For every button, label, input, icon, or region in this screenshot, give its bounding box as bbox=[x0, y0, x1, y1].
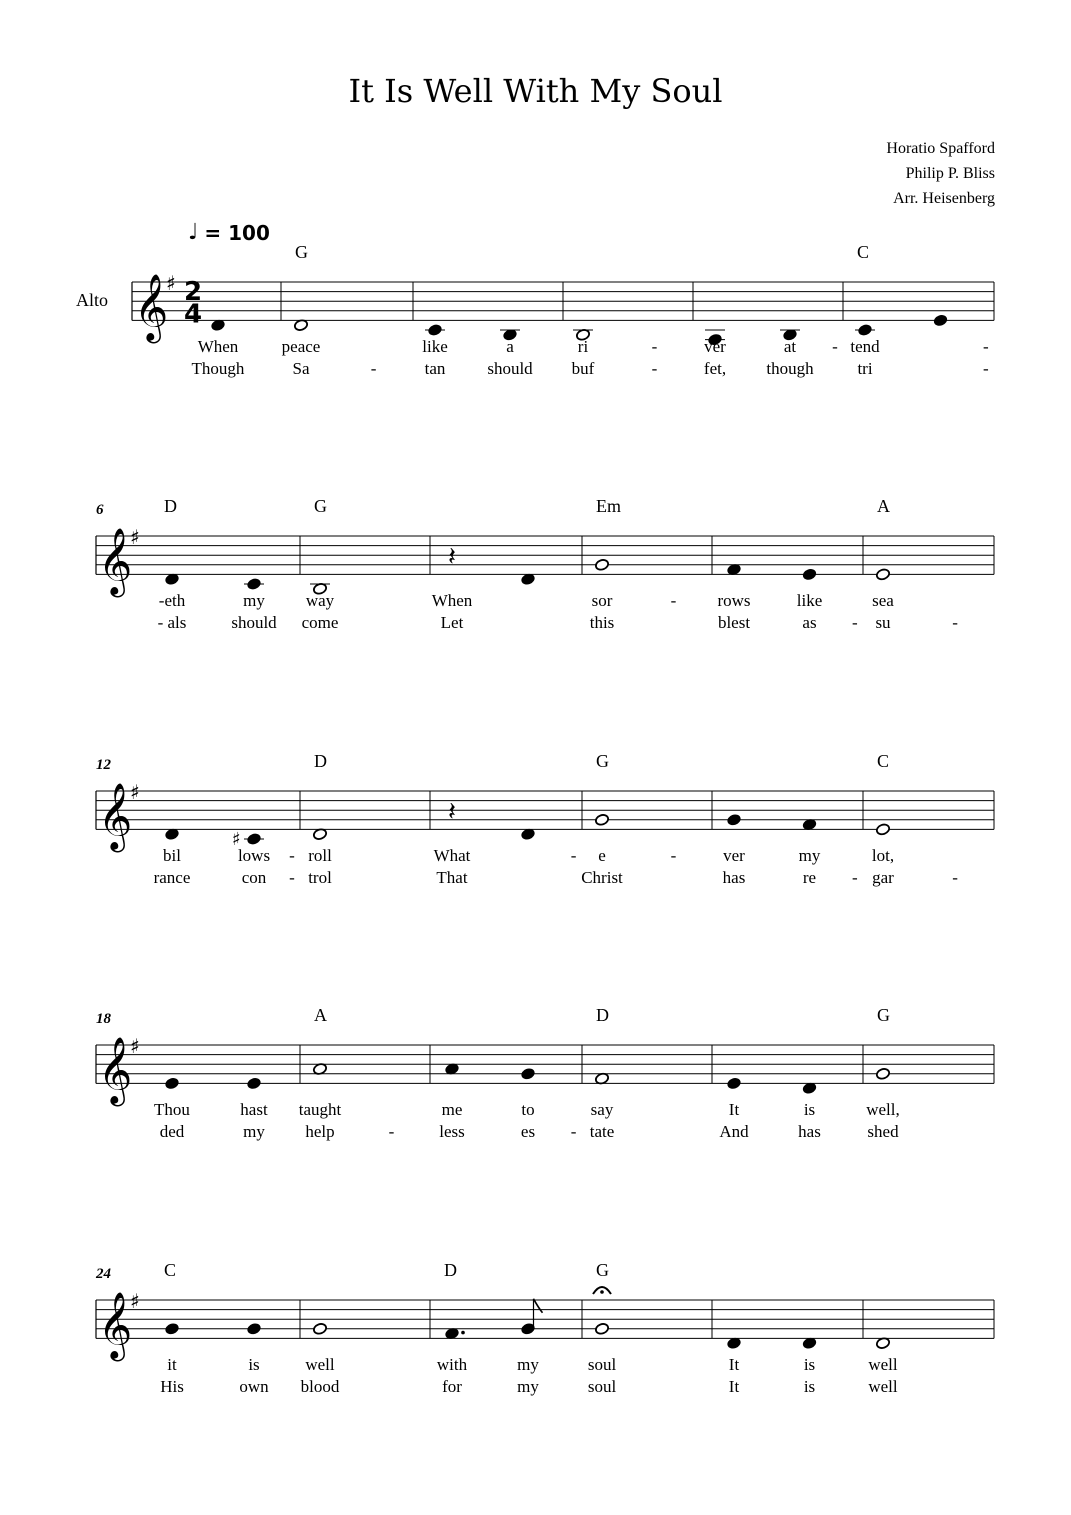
quarter-note-icon: ♩ bbox=[188, 220, 199, 245]
composer-credit: Philip P. Bliss bbox=[905, 165, 995, 182]
lyric-hyphen: - bbox=[570, 1122, 577, 1141]
lyric-syllable: to bbox=[521, 1100, 535, 1119]
lyric-syllable: less bbox=[439, 1122, 465, 1141]
chord-symbol: G bbox=[295, 242, 308, 262]
quarter-notehead bbox=[247, 1077, 262, 1090]
lyric-syllable: It bbox=[728, 1100, 740, 1119]
lyric-hyphen: - bbox=[651, 359, 658, 378]
tempo-text: = 100 bbox=[204, 220, 270, 245]
lyric-syllable: my bbox=[517, 1377, 539, 1396]
lyric-syllable: Christ bbox=[581, 868, 623, 887]
lyric-syllable: lows bbox=[237, 846, 271, 865]
chord-symbol: D bbox=[164, 496, 177, 516]
lyric-syllable: at bbox=[783, 337, 797, 356]
lyric-syllable: hast bbox=[240, 1100, 268, 1119]
lyric-syllable: sea bbox=[872, 591, 894, 610]
lyric-syllable: it bbox=[167, 1355, 177, 1374]
lyric-syllable: And bbox=[719, 1122, 749, 1141]
lyric-syllable: tend bbox=[850, 337, 880, 356]
lyric-syllable: gar bbox=[872, 868, 894, 887]
lyric-hyphen: - bbox=[570, 846, 577, 865]
lyric-syllable: blood bbox=[300, 1377, 340, 1396]
chord-symbol: C bbox=[877, 751, 890, 771]
lyric-syllable: es bbox=[520, 1122, 536, 1141]
half-notehead bbox=[595, 813, 610, 826]
half-notehead bbox=[595, 558, 610, 571]
chord-symbol: C bbox=[164, 1260, 177, 1280]
lyric-syllable: Let bbox=[440, 613, 464, 632]
lyric-syllable: own bbox=[239, 1377, 269, 1396]
lyric-syllable: tate bbox=[589, 1122, 615, 1141]
lyric-syllable: like bbox=[796, 591, 823, 610]
lyric-syllable: though bbox=[766, 359, 814, 378]
lyric-syllable: blest bbox=[717, 613, 751, 632]
lyric-syllable: shed bbox=[867, 1122, 899, 1141]
quarter-notehead bbox=[933, 314, 948, 327]
lyric-syllable: help bbox=[305, 1122, 335, 1141]
lyric-syllable: roll bbox=[308, 846, 332, 865]
quarter-notehead bbox=[858, 324, 873, 337]
lyric-hyphen: - bbox=[370, 359, 377, 378]
lyric-hyphen: - bbox=[832, 337, 838, 356]
treble-clef-icon: 𝄞 bbox=[98, 1035, 133, 1104]
key-signature-sharp-icon: ♯ bbox=[130, 1289, 140, 1313]
lyric-syllable: trol bbox=[308, 868, 332, 887]
chord-symbol: Em bbox=[596, 496, 621, 516]
fermata-dot bbox=[600, 1290, 604, 1294]
treble-clef-icon: 𝄞 bbox=[134, 272, 169, 341]
lyric-syllable: my bbox=[243, 1122, 265, 1141]
lyric-syllable: Though bbox=[191, 359, 245, 378]
instrument-name: Alto bbox=[76, 290, 109, 310]
lyric-hyphen: - bbox=[982, 337, 989, 356]
lyric-syllable: - als bbox=[157, 613, 187, 632]
quarter-notehead bbox=[521, 1067, 536, 1080]
chord-symbol: G bbox=[596, 1260, 609, 1280]
lyric-syllable: as bbox=[802, 613, 817, 632]
lyric-syllable: rows bbox=[717, 591, 751, 610]
lyric-syllable: is bbox=[248, 1355, 260, 1374]
lyric-syllable: re bbox=[802, 868, 817, 887]
lyric-syllable: Sa bbox=[292, 359, 310, 378]
half-notehead bbox=[313, 1322, 328, 1335]
lyric-syllable: su bbox=[875, 613, 891, 632]
lyric-hyphen: - bbox=[851, 868, 858, 887]
quarter-notehead bbox=[428, 324, 443, 337]
half-notehead bbox=[595, 1322, 610, 1335]
lyric-syllable: well bbox=[868, 1355, 898, 1374]
lyric-syllable: It bbox=[728, 1355, 740, 1374]
lyric-syllable: ded bbox=[159, 1122, 185, 1141]
quarter-notehead bbox=[165, 1322, 180, 1335]
half-notehead bbox=[876, 568, 891, 581]
lyric-syllable: His bbox=[160, 1377, 184, 1396]
lyric-syllable: well, bbox=[866, 1100, 900, 1119]
chord-symbol: D bbox=[596, 1005, 609, 1025]
lyric-hyphen: - bbox=[952, 613, 958, 632]
chord-symbol: A bbox=[877, 496, 890, 516]
eighth-flag bbox=[534, 1299, 543, 1313]
lyric-syllable: me bbox=[441, 1100, 463, 1119]
score-title: It Is Well With My Soul bbox=[348, 72, 723, 110]
lyric-syllable: should bbox=[487, 359, 533, 378]
arranger-credit: Arr. Heisenberg bbox=[893, 190, 995, 207]
lyric-hyphen: - bbox=[289, 846, 295, 865]
lyric-syllable: What bbox=[433, 846, 471, 865]
key-signature-sharp-icon: ♯ bbox=[130, 1034, 140, 1058]
chord-symbol: G bbox=[314, 496, 327, 516]
time-signature-top: 2 bbox=[184, 277, 203, 308]
lyric-syllable: tri bbox=[857, 359, 873, 378]
lyric-syllable: well bbox=[305, 1355, 335, 1374]
chord-symbol: G bbox=[877, 1005, 890, 1025]
measure-number: 6 bbox=[96, 502, 104, 518]
lyric-syllable: ver bbox=[723, 846, 745, 865]
quarter-notehead bbox=[727, 1077, 742, 1090]
lyric-syllable: tan bbox=[424, 359, 446, 378]
lyric-syllable: sor bbox=[591, 591, 613, 610]
quarter-notehead bbox=[802, 568, 817, 581]
lyric-syllable: -eth bbox=[158, 591, 186, 610]
key-signature-sharp-icon: ♯ bbox=[130, 525, 140, 549]
lyric-syllable: soul bbox=[587, 1355, 617, 1374]
lyric-syllable: con bbox=[241, 868, 267, 887]
lyric-syllable: my bbox=[798, 846, 821, 865]
lyric-hyphen: - bbox=[952, 868, 958, 887]
lyric-syllable: bil bbox=[163, 846, 181, 865]
quarter-notehead bbox=[247, 833, 262, 846]
chord-symbol: G bbox=[596, 751, 609, 771]
time-signature-bottom: 4 bbox=[184, 299, 203, 330]
lyric-syllable: like bbox=[422, 337, 448, 356]
lyric-syllable: It bbox=[728, 1377, 740, 1396]
quarter-notehead bbox=[165, 1077, 180, 1090]
lyric-syllable: When bbox=[197, 337, 239, 356]
lyric-syllable: lot, bbox=[871, 846, 895, 865]
treble-clef-icon: 𝄞 bbox=[98, 1290, 133, 1359]
lyric-syllable: a bbox=[506, 337, 514, 356]
half-notehead bbox=[876, 1067, 891, 1080]
treble-clef-icon: 𝄞 bbox=[98, 526, 133, 595]
lyric-syllable: fet, bbox=[703, 359, 727, 378]
lyricist-credit: Horatio Spafford bbox=[886, 140, 995, 157]
lyric-hyphen: - bbox=[851, 613, 858, 632]
lyric-syllable: is bbox=[803, 1355, 816, 1374]
lyric-syllable: my bbox=[517, 1355, 539, 1374]
lyric-syllable: say bbox=[590, 1100, 614, 1119]
lyric-syllable: for bbox=[442, 1377, 462, 1396]
lyric-syllable: is bbox=[803, 1377, 816, 1396]
lyric-syllable: When bbox=[431, 591, 473, 610]
lyric-syllable: ri bbox=[577, 337, 589, 356]
lyric-syllable: with bbox=[436, 1355, 468, 1374]
lyric-syllable: this bbox=[589, 613, 615, 632]
lyric-hyphen: - bbox=[651, 337, 658, 356]
lyric-syllable: way bbox=[305, 591, 335, 610]
key-signature-sharp-icon: ♯ bbox=[130, 780, 140, 804]
lyric-syllable: ver bbox=[704, 337, 726, 356]
quarter-notehead bbox=[727, 813, 742, 826]
lyric-syllable: soul bbox=[587, 1377, 617, 1396]
lyric-syllable: e bbox=[598, 846, 606, 865]
lyric-hyphen: - bbox=[289, 868, 295, 887]
key-signature-sharp-icon: ♯ bbox=[166, 271, 176, 295]
lyric-syllable: well bbox=[868, 1377, 898, 1396]
lyric-syllable: buf bbox=[571, 359, 595, 378]
chord-symbol: C bbox=[857, 242, 870, 262]
measure-number: 12 bbox=[96, 757, 111, 773]
lyric-hyphen: - bbox=[388, 1122, 395, 1141]
treble-clef-icon: 𝄞 bbox=[98, 781, 133, 850]
lyric-syllable: taught bbox=[298, 1100, 342, 1119]
lyric-hyphen: - bbox=[982, 359, 989, 378]
measure-number: 18 bbox=[96, 1011, 111, 1027]
quarter-rest-icon: 𝄽 bbox=[448, 541, 456, 572]
sharp-accidental-icon: ♯ bbox=[232, 829, 241, 850]
quarter-notehead bbox=[247, 578, 262, 591]
measure-number: 24 bbox=[96, 1266, 111, 1282]
lyric-syllable: That bbox=[436, 868, 468, 887]
lyric-syllable: is bbox=[803, 1100, 816, 1119]
chord-symbol: D bbox=[444, 1260, 457, 1280]
chord-symbol: D bbox=[314, 751, 327, 771]
lyric-syllable: rance bbox=[153, 868, 191, 887]
lyric-hyphen: - bbox=[670, 846, 677, 865]
half-notehead bbox=[876, 823, 891, 836]
lyric-hyphen: - bbox=[670, 591, 677, 610]
lyric-syllable: peace bbox=[281, 337, 321, 356]
chord-symbol: A bbox=[314, 1005, 327, 1025]
quarter-rest-icon: 𝄽 bbox=[448, 796, 456, 827]
lyric-syllable: my bbox=[243, 591, 265, 610]
lyric-syllable: Thou bbox=[154, 1100, 190, 1119]
quarter-notehead bbox=[247, 1322, 262, 1335]
lyric-syllable: should bbox=[231, 613, 277, 632]
augmentation-dot bbox=[461, 1331, 465, 1335]
lyric-syllable: come bbox=[301, 613, 339, 632]
lyric-syllable: has bbox=[722, 868, 746, 887]
lyric-syllable: has bbox=[798, 1122, 821, 1141]
